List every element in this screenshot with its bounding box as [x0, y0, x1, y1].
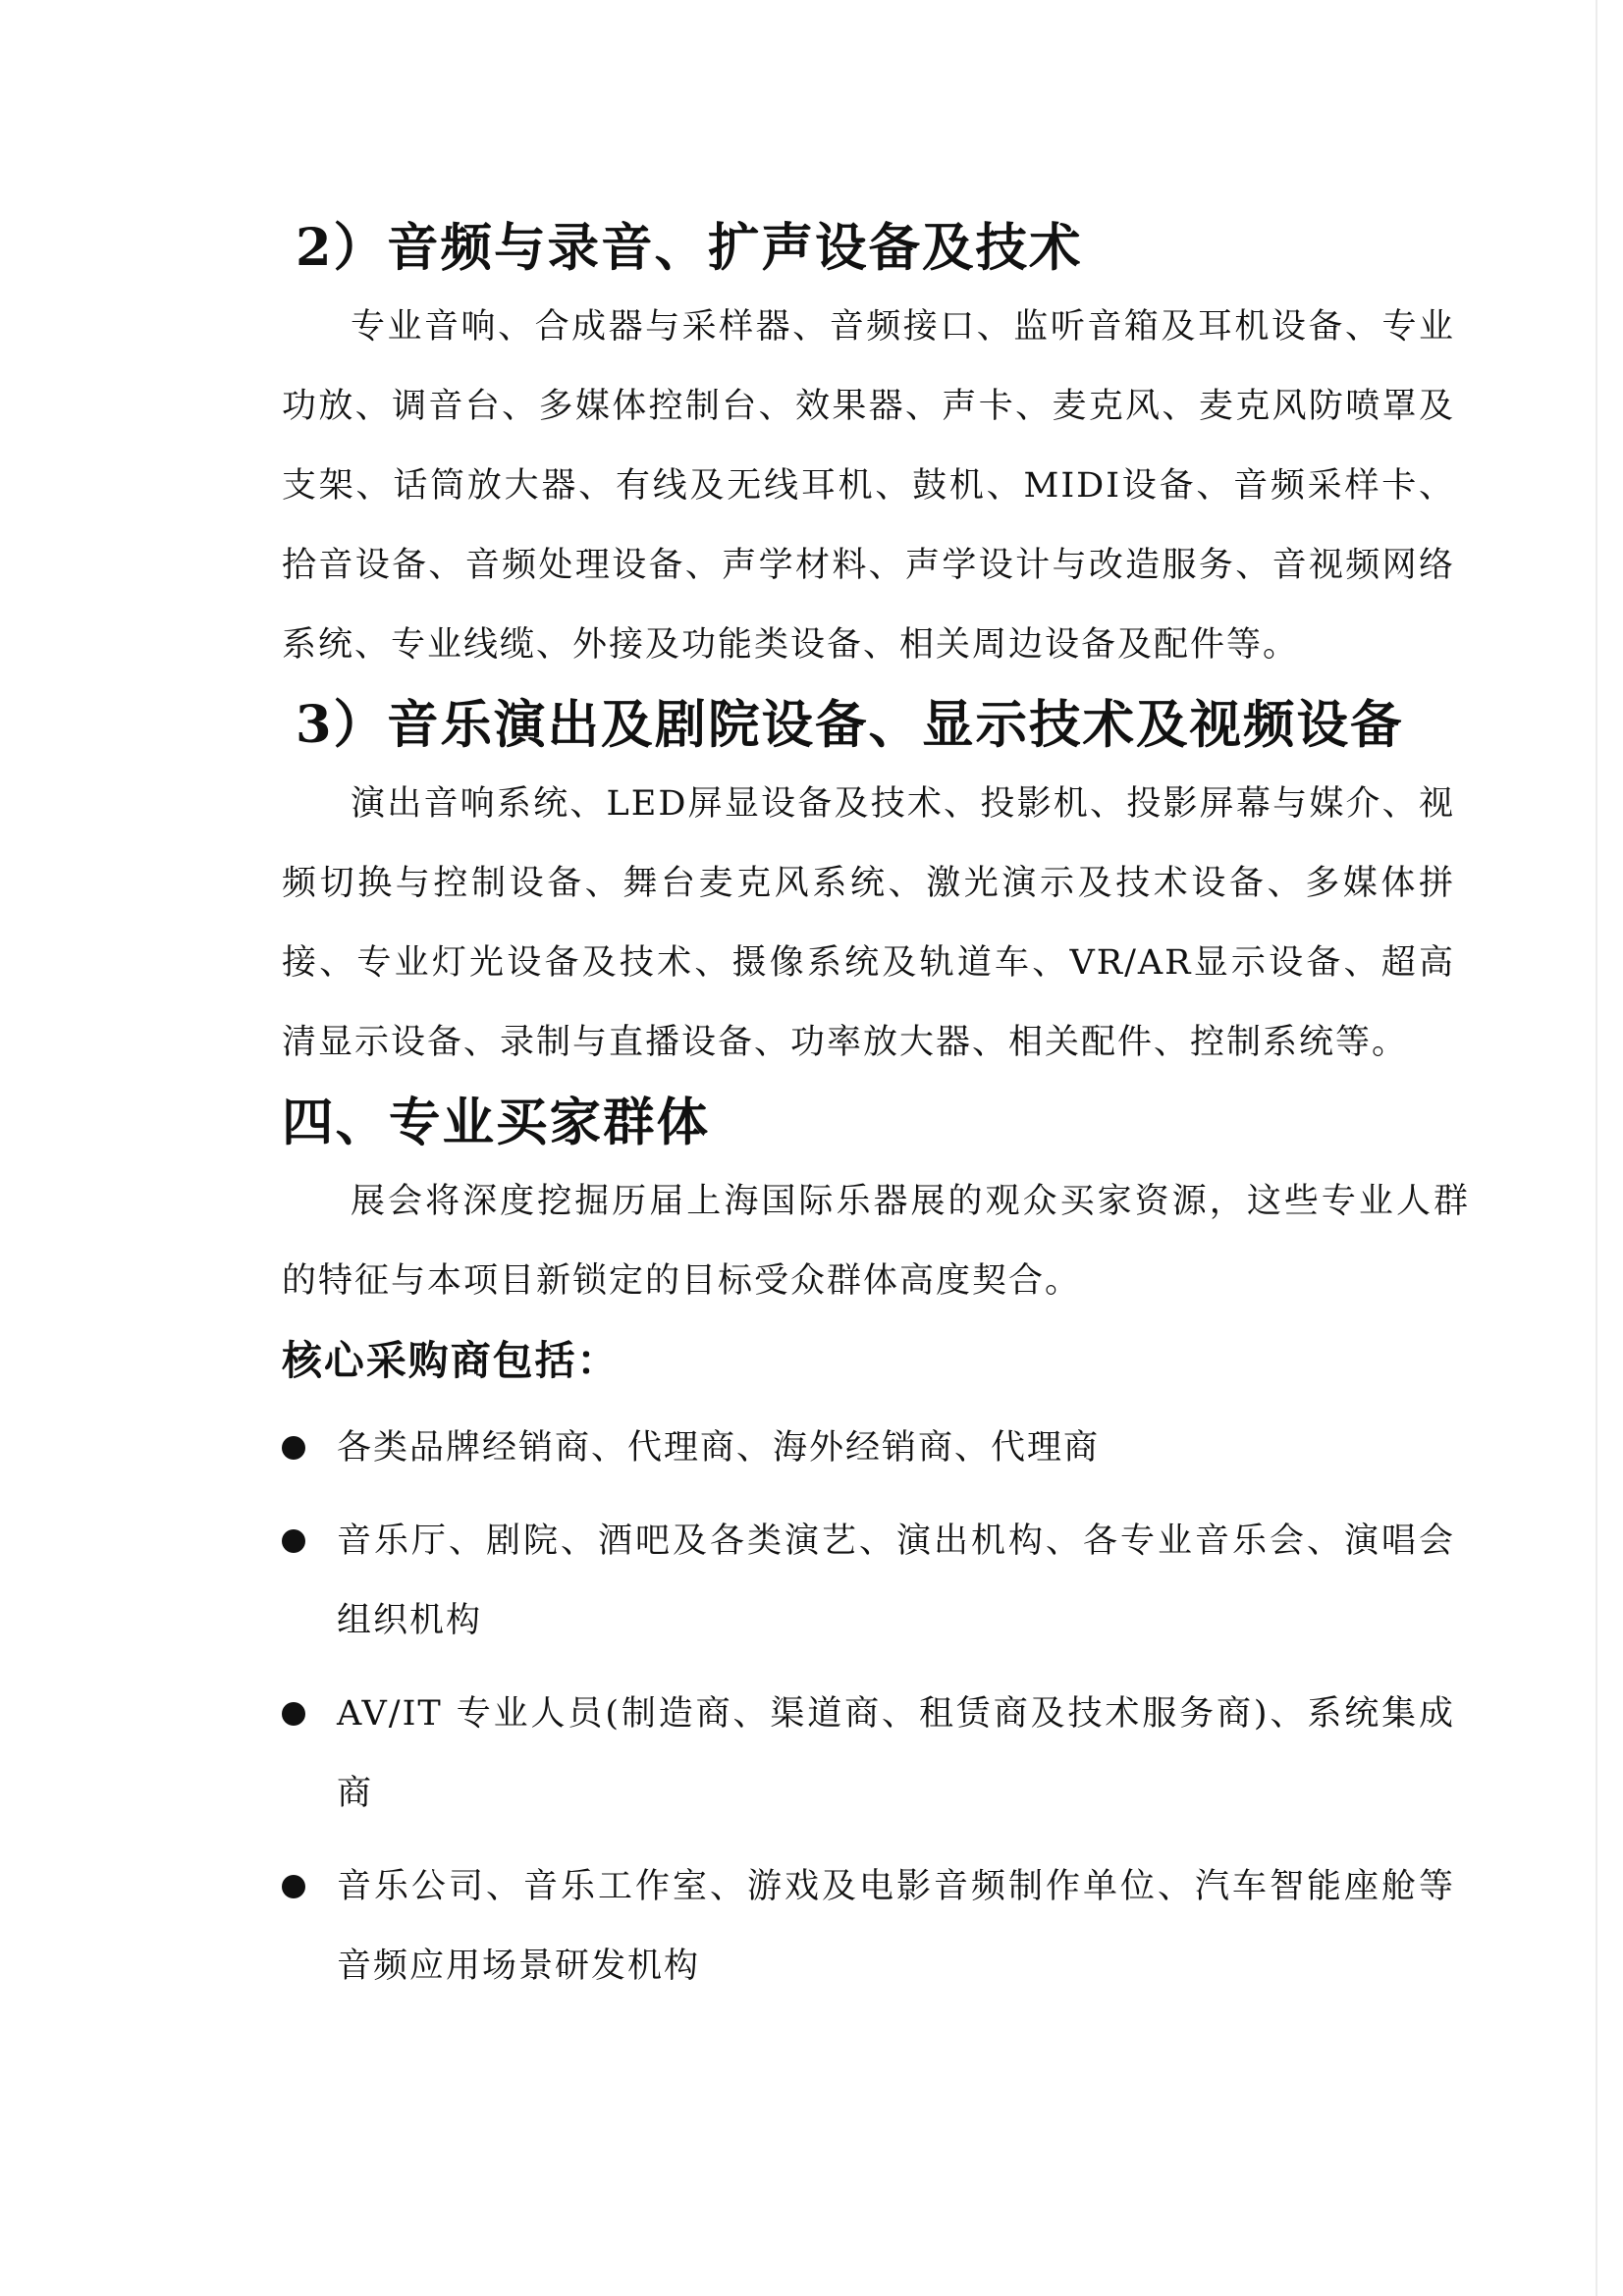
list-item: [282, 1409, 1455, 1488]
document-content: [282, 208, 1470, 2020]
list-item-text: 音乐厅、剧院、酒吧及各类演艺、演出机构、各专业音乐会、演唱会组织机构: [337, 1522, 1455, 1640]
buyers-section-heading: 四、专业买家群体: [282, 1093, 711, 1152]
list-item: [282, 1847, 1455, 2006]
performance-section-heading: 3）音乐演出及剧院设备、显示技术及视频设备: [296, 695, 1404, 755]
bullet-dot-icon: [282, 1436, 305, 1460]
performance-section-body: 演出音响系统、LED屏显设备及技术、投影机、投影屏幕与媒介、视频切换与控制设备、舞台麦克风系统、激光演示及技术设备、多媒体拼接、专业灯光设备及技术、摄像系统及轨道车、VR/AR显示设备、超高清显示设备、录制与直播设备、功率放大器、相关配件、控制系统等。: [282, 784, 1455, 1062]
buyers-intro-paragraph: 展会将深度挖掘历届上海国际乐器展的观众买家资源，这些专业人群的特征与本项目新锁定的目标受众群体高度契合。: [282, 1182, 1470, 1301]
audio-section-body: 专业音响、合成器与采样器、音频接口、监听音箱及耳机设备、专业功放、调音台、多媒体控制台、效果器、声卡、麦克风、麦克风防喷罩及支架、话筒放大器、有线及无线耳机、鼓机、MIDI设备、音频采样卡、拾音设备、音频处理设备、声学材料、声学设计与改造服务、音视频网络系统、专业线缆、外接及功能类设备、相关周边设备及配件等。: [282, 307, 1455, 665]
bullet-dot-icon: [282, 1702, 305, 1726]
list-item: [282, 1675, 1455, 1834]
bullet-dot-icon: [282, 1875, 305, 1898]
core-buyers-label: 核心采购商包括：: [282, 1337, 620, 1384]
core-buyers-list: [282, 1409, 1455, 2006]
list-item-text: 音乐公司、音乐工作室、游戏及电影音频制作单位、汽车智能座舱等音频应用场景研发机构: [337, 1867, 1455, 1986]
list-item-text: 各类品牌经销商、代理商、海外经销商、代理商: [337, 1428, 1101, 1468]
list-item-text: AV/IT 专业人员(制造商、渠道商、租赁商及技术服务商)、系统集成商: [337, 1694, 1455, 1813]
audio-section-heading: 2）音频与录音、扩声设备及技术: [296, 218, 1083, 278]
list-item: [282, 1502, 1455, 1661]
bullet-dot-icon: [282, 1529, 305, 1553]
scan-edge-line: [1596, 0, 1597, 2296]
